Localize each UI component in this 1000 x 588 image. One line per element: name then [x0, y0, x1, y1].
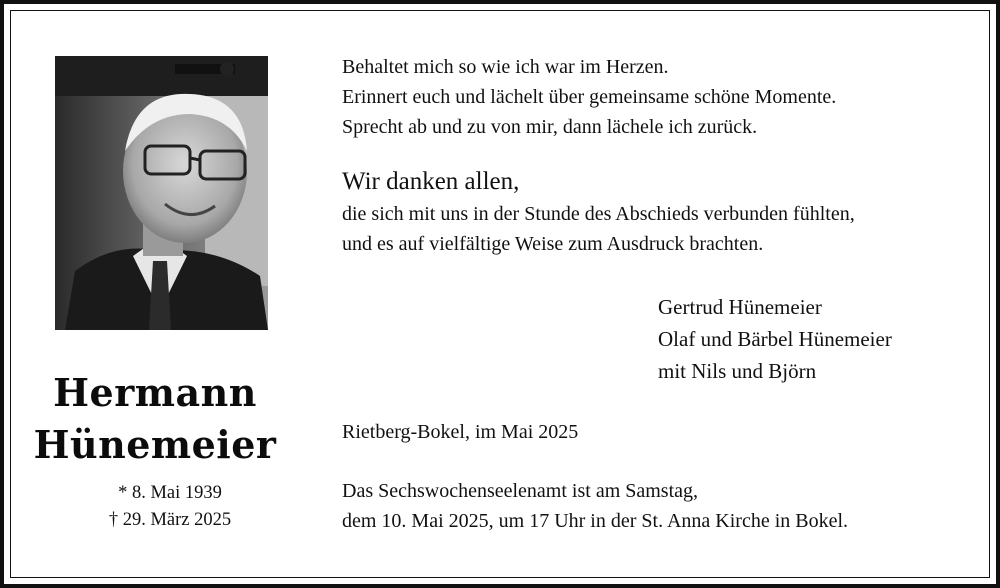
verse-line: Sprecht ab und zu von mir, dann lächele ich zurück.: [342, 116, 758, 138]
family-member: mit Nils und Björn: [658, 359, 817, 383]
service-line: Das Sechswochenseelenamt ist am Samstag,: [342, 480, 699, 502]
portrait-photo: [55, 56, 268, 330]
thanks-line: und es auf vielfältige Weise zum Ausdruck brachten.: [342, 233, 764, 255]
family-member: Gertrud Hünemeier: [658, 295, 822, 319]
birth-date: * 8. Mai 1939: [118, 483, 222, 503]
deceased-last-name: Hünemeier: [33, 422, 277, 467]
verse-line: Behaltet mich so wie ich war im Herzen.: [342, 56, 669, 78]
memorial-verse: [342, 52, 836, 142]
service-notice: [342, 476, 848, 536]
thanks-heading: Wir danken allen,: [342, 168, 520, 195]
thanks-text: [342, 199, 855, 259]
verse-line: Erinnert euch und lächelt über gemeinsame schöne Momente.: [342, 86, 837, 108]
family-member: Olaf und Bärbel Hünemeier: [658, 327, 892, 351]
place-and-date: Rietberg-Bokel, im Mai 2025: [342, 421, 579, 443]
thanks-line: die sich mit uns in der Stunde des Abschieds verbunden fühlten,: [342, 203, 855, 225]
service-line: dem 10. Mai 2025, um 17 Uhr in der St. Anna Kirche in Bokel.: [342, 510, 849, 532]
family-signature: [658, 291, 892, 387]
deceased-first-name: Hermann: [53, 370, 257, 415]
death-date: † 29. März 2025: [108, 510, 232, 530]
